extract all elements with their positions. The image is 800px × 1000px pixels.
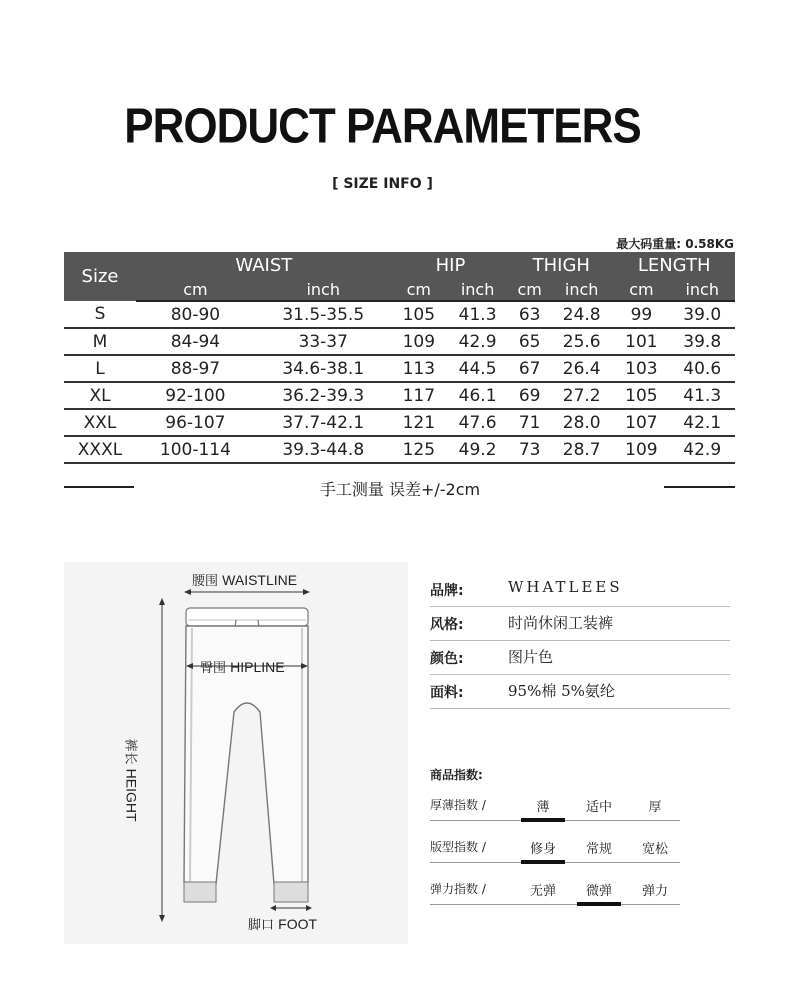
size-cell: S <box>64 301 136 328</box>
unit-header: inch <box>669 278 735 301</box>
size-cell: XXL <box>64 409 136 436</box>
size-header: Size <box>64 252 136 301</box>
table-cell: 109 <box>613 436 669 463</box>
unit-header: inch <box>255 278 392 301</box>
table-row <box>64 409 735 436</box>
table-cell: 84-94 <box>136 328 255 355</box>
index-title: 商品指数: <box>430 768 483 782</box>
pants-illustration <box>64 562 408 944</box>
table-cell: 71 <box>509 409 550 436</box>
table-cell: 88-97 <box>136 355 255 382</box>
table-cell: 67 <box>509 355 550 382</box>
table-cell: 31.5-35.5 <box>255 301 392 328</box>
index-scale <box>430 904 680 905</box>
index-option: 宽松 <box>641 842 668 857</box>
table-cell: 121 <box>392 409 446 436</box>
unit-header: inch <box>550 278 613 301</box>
table-cell: 73 <box>509 436 550 463</box>
table-cell: 49.2 <box>446 436 509 463</box>
max-weight: 最大码重量: 0.58KG <box>616 237 734 251</box>
table-cell: 105 <box>613 382 669 409</box>
unit-header: cm <box>613 278 669 301</box>
size-cell: XL <box>64 382 136 409</box>
size-cell: L <box>64 355 136 382</box>
group-header: THIGH <box>509 252 613 278</box>
table-cell: 25.6 <box>550 328 613 355</box>
subtitle: [ SIZE INFO ] <box>332 176 433 192</box>
info-row-fabric: 面料: 95%棉 5%氨纶 <box>430 674 730 709</box>
table-cell: 28.7 <box>550 436 613 463</box>
group-header: LENGTH <box>613 252 735 278</box>
index-option: 无弹 <box>529 884 556 899</box>
size-cell: M <box>64 328 136 355</box>
table-cell: 36.2-39.3 <box>255 382 392 409</box>
group-header: WAIST <box>136 252 392 278</box>
table-cell: 44.5 <box>446 355 509 382</box>
table-cell: 39.8 <box>669 328 735 355</box>
index-option: 薄 <box>536 800 550 815</box>
size-cell: XXXL <box>64 436 136 463</box>
table-row <box>64 436 735 463</box>
table-cell: 96-107 <box>136 409 255 436</box>
hipline-label: 臀围 HIPLINE <box>200 659 285 676</box>
table-row <box>64 328 735 355</box>
table-cell: 117 <box>392 382 446 409</box>
table-row <box>64 301 735 328</box>
table-cell: 41.3 <box>669 382 735 409</box>
table-row <box>64 382 735 409</box>
page-title: PRODUCT PARAMETERS <box>124 99 641 154</box>
table-cell: 42.1 <box>669 409 735 436</box>
table-cell: 28.0 <box>550 409 613 436</box>
table-cell: 80-90 <box>136 301 255 328</box>
table-cell: 33-37 <box>255 328 392 355</box>
table-cell: 24.8 <box>550 301 613 328</box>
table-cell: 100-114 <box>136 436 255 463</box>
height-label: 裤长 HEIGHT <box>122 738 140 822</box>
table-cell: 101 <box>613 328 669 355</box>
table-cell: 39.0 <box>669 301 735 328</box>
measurement-note: 手工测量 误差+/-2cm <box>319 480 481 499</box>
index-row-elasticity: 弹力指数 / 无弹 微弹 弹力 <box>430 872 680 914</box>
size-table <box>64 252 735 464</box>
index-selected-marker <box>577 902 621 906</box>
unit-header: cm <box>392 278 446 301</box>
table-cell: 107 <box>613 409 669 436</box>
index-option: 微弹 <box>585 884 612 899</box>
note-divider-right <box>664 486 735 488</box>
table-cell: 105 <box>392 301 446 328</box>
info-row-color: 颜色: 图片色 <box>430 640 730 675</box>
pants-diagram <box>64 562 408 944</box>
table-cell: 92-100 <box>136 382 255 409</box>
table-cell: 63 <box>509 301 550 328</box>
waistline-label: 腰围 WAISTLINE <box>192 572 298 589</box>
table-cell: 46.1 <box>446 382 509 409</box>
index-row-fit: 版型指数 / 修身 常规 宽松 <box>430 830 680 872</box>
table-cell: 47.6 <box>446 409 509 436</box>
unit-header: inch <box>446 278 509 301</box>
info-row-brand: 品牌: WHATLEES <box>430 572 730 607</box>
table-cell: 42.9 <box>669 436 735 463</box>
table-cell: 26.4 <box>550 355 613 382</box>
table-cell: 42.9 <box>446 328 509 355</box>
table-cell: 27.2 <box>550 382 613 409</box>
table-cell: 40.6 <box>669 355 735 382</box>
table-cell: 37.7-42.1 <box>255 409 392 436</box>
index-selected-marker <box>521 860 565 864</box>
index-option: 厚 <box>648 800 662 815</box>
unit-header: cm <box>136 278 255 301</box>
table-cell: 113 <box>392 355 446 382</box>
table-cell: 65 <box>509 328 550 355</box>
table-cell: 125 <box>392 436 446 463</box>
table-cell: 41.3 <box>446 301 509 328</box>
index-option: 适中 <box>585 800 612 815</box>
foot-label: 脚口 FOOT <box>248 916 318 933</box>
table-cell: 109 <box>392 328 446 355</box>
index-row-thickness: 厚薄指数 / 薄 适中 厚 <box>430 788 680 830</box>
index-option: 常规 <box>585 842 612 857</box>
unit-header: cm <box>509 278 550 301</box>
table-cell: 69 <box>509 382 550 409</box>
size-table-body <box>64 301 735 463</box>
index-option: 弹力 <box>641 884 668 899</box>
group-header: HIP <box>392 252 510 278</box>
table-cell: 39.3-44.8 <box>255 436 392 463</box>
table-cell: 103 <box>613 355 669 382</box>
table-row <box>64 355 735 382</box>
index-option: 修身 <box>529 842 556 857</box>
index-selected-marker <box>521 818 565 822</box>
info-row-style: 风格: 时尚休闲工装裤 <box>430 606 730 641</box>
table-cell: 34.6-38.1 <box>255 355 392 382</box>
table-cell: 99 <box>613 301 669 328</box>
